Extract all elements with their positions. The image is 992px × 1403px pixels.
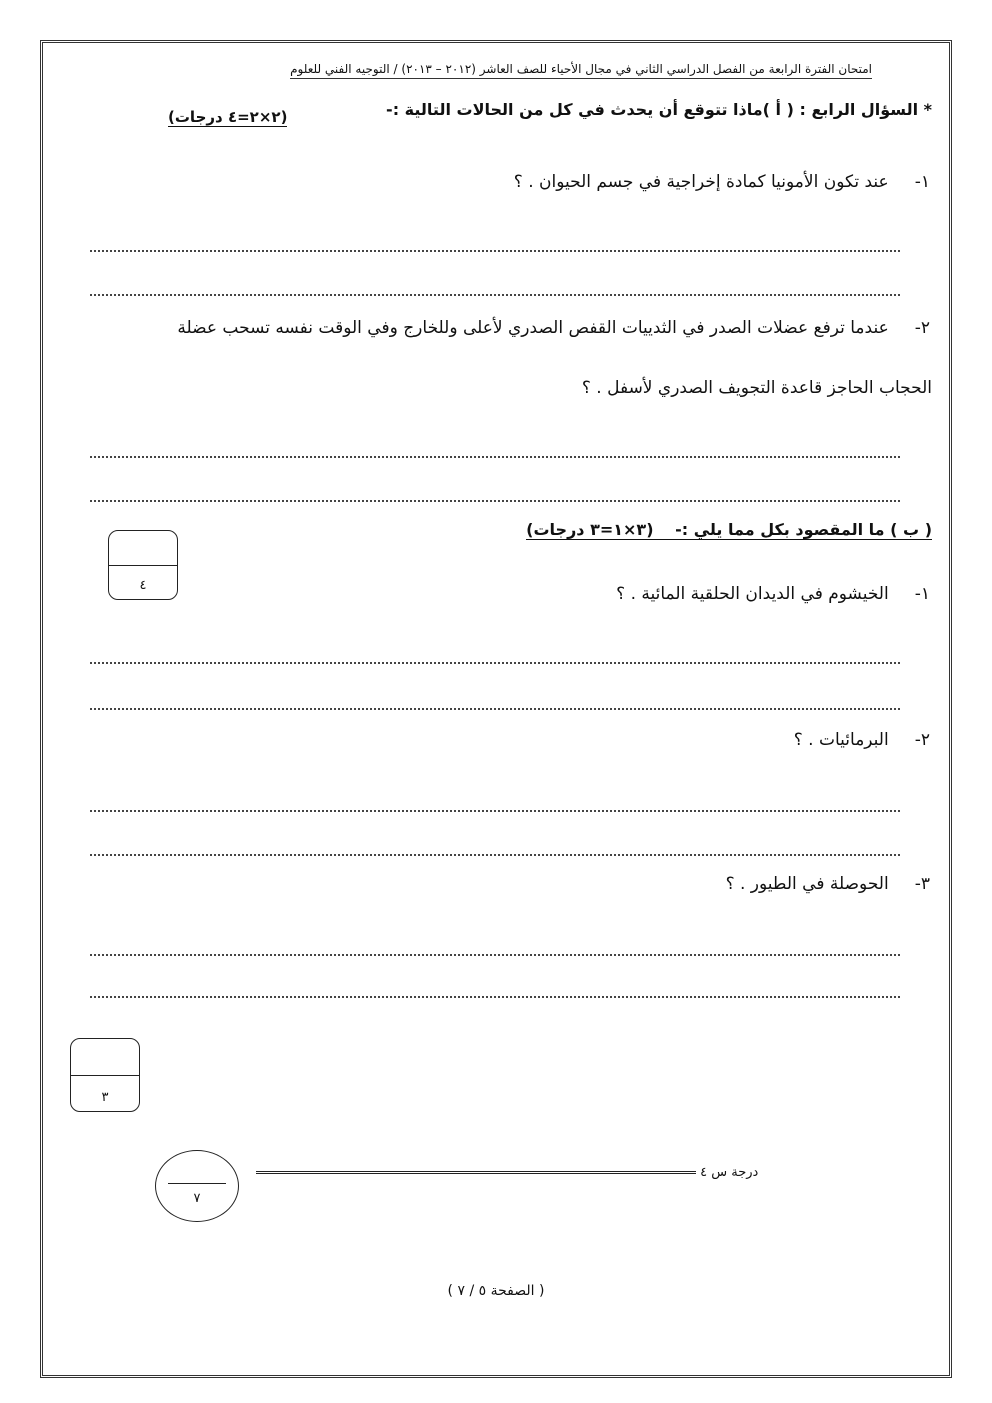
part-b-heading: ( ب ) ما المقصود بكل مما يلي :- [675, 520, 932, 539]
exam-header: امتحان الفترة الرابعة من الفصل الدراسي الثاني في مجال الأحياء للصف العاشر (٢٠١٢ – ٢٠١٣) / التوجيه الفني للعلوم [290, 62, 872, 79]
item-number: ١- [914, 584, 930, 604]
answer-line [90, 954, 900, 956]
answer-line [90, 662, 900, 664]
answer-line [90, 250, 900, 252]
total-score-value: ٧ [193, 1191, 201, 1206]
part-b-title [526, 520, 932, 540]
item-number: ٢- [914, 318, 930, 338]
item-number: ٢- [914, 730, 930, 750]
answer-line [90, 500, 900, 502]
part-a-item-2 [177, 318, 930, 338]
total-score-circle [155, 1150, 239, 1222]
score-box-b [70, 1038, 140, 1112]
item-number: ٣- [914, 874, 930, 894]
part-b-item-3 [726, 874, 930, 894]
question-title: * السؤال الرابع : ( أ )ماذا تتوقع أن يحدث في كل من الحالات التالية :- [386, 100, 932, 119]
total-label: درجة س ٤ [700, 1165, 759, 1180]
total-line [256, 1171, 696, 1174]
score-box-a [108, 530, 178, 600]
answer-line [90, 294, 900, 296]
item-text: عندما ترفع عضلات الصدر في الثدييات القفص الصدري لأعلى وللخارج وفي الوقت نفسه تسحب عضلة [177, 318, 889, 338]
answer-line [90, 996, 900, 998]
answer-line [90, 854, 900, 856]
part-a-item-2-cont: الحجاب الحاجز قاعدة التجويف الصدري لأسفل . ؟ [581, 378, 932, 398]
score-value: ٣ [101, 1090, 109, 1105]
total-row [250, 1165, 758, 1180]
item-text: الحوصلة في الطيور . ؟ [725, 874, 889, 894]
answer-line [90, 456, 900, 458]
page-number: ( الصفحة ٥ / ٧ ) [447, 1283, 545, 1299]
question-points: (٢×٢=٤ درجات) [168, 108, 288, 126]
answer-line [90, 810, 900, 812]
part-b-item-2 [794, 730, 930, 750]
item-text: البرمائيات . ؟ [793, 730, 889, 750]
answer-line [90, 708, 900, 710]
item-text: الخيشوم في الديدان الحلقية المائية . ؟ [616, 584, 889, 604]
part-a-item-1 [514, 172, 930, 192]
item-text: عند تكون الأمونيا كمادة إخراجية في جسم الحيوان . ؟ [513, 172, 889, 192]
item-number: ١- [914, 172, 930, 192]
part-b-points: (٣×١=٣ درجات) [526, 520, 654, 539]
score-value: ٤ [139, 578, 147, 593]
part-b-item-1 [616, 584, 930, 604]
